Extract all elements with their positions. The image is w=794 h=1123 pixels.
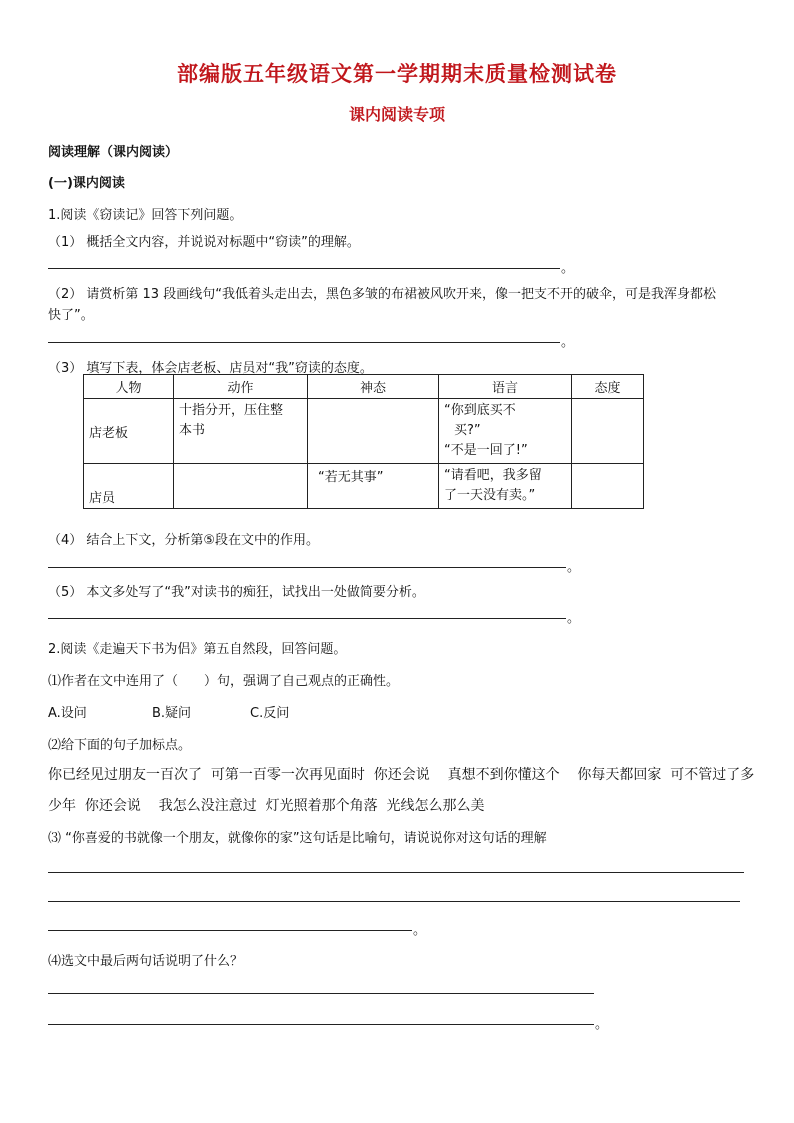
answer-line[interactable] <box>48 1024 594 1025</box>
cell-text: 十指分开，压住整 <box>179 403 284 418</box>
cell-text: “不是一回了!” <box>444 443 528 458</box>
speech-cell[interactable] <box>439 399 572 464</box>
section-subheading: (一)课内阅读 <box>48 176 125 191</box>
answer-line[interactable] <box>48 930 412 931</box>
action-cell[interactable] <box>174 464 308 509</box>
page-title: 部编版五年级语文第一学期期末质量检测试卷 <box>177 61 617 86</box>
cell-text: 买?” <box>454 423 481 438</box>
option-a[interactable]: A.设问 <box>48 706 87 721</box>
period-mark: 。 <box>561 335 575 350</box>
punctuation-sentence-line1: 你已经见过朋友一百次了 可第一百零一次再见面时 你还会说 真想不到你懂这个 你每天都回家 可不管过了多 <box>48 767 755 783</box>
option-c[interactable]: C.反问 <box>250 706 290 721</box>
table-header: 动作 <box>174 375 308 399</box>
person-cell: 店员 <box>84 464 174 509</box>
q2-part1: ⑴作者在文中连用了（ ）句，强调了自己观点的正确性。 <box>48 674 400 689</box>
attitude-cell[interactable] <box>572 464 644 509</box>
q2-part4: ⑷选文中最后两句话说明了什么？ <box>48 954 244 969</box>
action-cell[interactable] <box>174 399 308 464</box>
q1-part4: （4） 结合上下文，分析第⑤段在文中的作用。 <box>48 533 320 548</box>
answer-line[interactable] <box>48 872 744 873</box>
cell-text: “你到底买不 <box>444 403 516 418</box>
option-b[interactable]: B.疑问 <box>152 706 192 721</box>
person-cell: 店老板 <box>84 399 174 464</box>
section-heading: 阅读理解（课内阅读） <box>48 145 179 160</box>
table-header: 人物 <box>84 375 174 399</box>
table-header: 态度 <box>572 375 644 399</box>
expression-cell: “若无其事” <box>308 464 439 509</box>
q1-part5: （5） 本文多处写了“我”对读书的痴狂，试找出一处做简要分析。 <box>48 585 425 600</box>
answer-line[interactable] <box>48 618 566 619</box>
q2-part2: ⑵给下面的句子加标点。 <box>48 738 192 753</box>
cell-text: 本书 <box>179 423 206 438</box>
table-header: 语言 <box>439 375 572 399</box>
page-subtitle: 课内阅读专项 <box>348 105 445 124</box>
q2-stem: 2.阅读《走遍天下书为侣》第五自然段，回答问题。 <box>48 642 347 657</box>
period-mark: 。 <box>567 560 581 575</box>
q1-part2-line2: 快了”。 <box>48 308 94 323</box>
q1-stem: 1.阅读《窃读记》回答下列问题。 <box>48 208 243 223</box>
answer-line[interactable] <box>48 268 560 269</box>
table-header: 神态 <box>308 375 439 399</box>
table-row <box>84 399 644 464</box>
cell-text: 了一天没有卖。” <box>444 488 536 503</box>
period-mark: 。 <box>561 261 575 276</box>
expression-cell[interactable] <box>308 399 439 464</box>
table-header-row <box>84 375 644 399</box>
table-row <box>84 464 644 509</box>
answer-line[interactable] <box>48 901 740 902</box>
answer-line[interactable] <box>48 567 566 568</box>
answer-line[interactable] <box>48 993 594 994</box>
period-mark: 。 <box>413 923 427 938</box>
speech-cell[interactable] <box>439 464 572 509</box>
attitude-cell[interactable] <box>572 399 644 464</box>
answer-line[interactable] <box>48 342 560 343</box>
cell-text: “请看吧，我多留 <box>444 468 542 483</box>
attitude-table <box>83 374 644 509</box>
q1-part2-line1: （2） 请赏析第 13 段画线句“我低着头走出去，黑色多皱的布裙被风吹开来，像一把支不开的破伞，可是我浑身都松 <box>48 287 716 302</box>
q1-part1: （1） 概括全文内容，并说说对标题中“窃读”的理解。 <box>48 235 360 250</box>
q2-part3: ⑶ “你喜爱的书就像一个朋友，就像你的家”这句话是比喻句，请说说你对这句话的理解 <box>48 831 547 846</box>
period-mark: 。 <box>595 1017 609 1032</box>
punctuation-sentence-line2: 少年 你还会说 我怎么没注意过 灯光照着那个角落 光线怎么那么美 <box>48 798 485 814</box>
q1-part3: （3） 填写下表，体会店老板、店员对“我”窃读的态度。 <box>48 361 373 376</box>
period-mark: 。 <box>567 611 581 626</box>
